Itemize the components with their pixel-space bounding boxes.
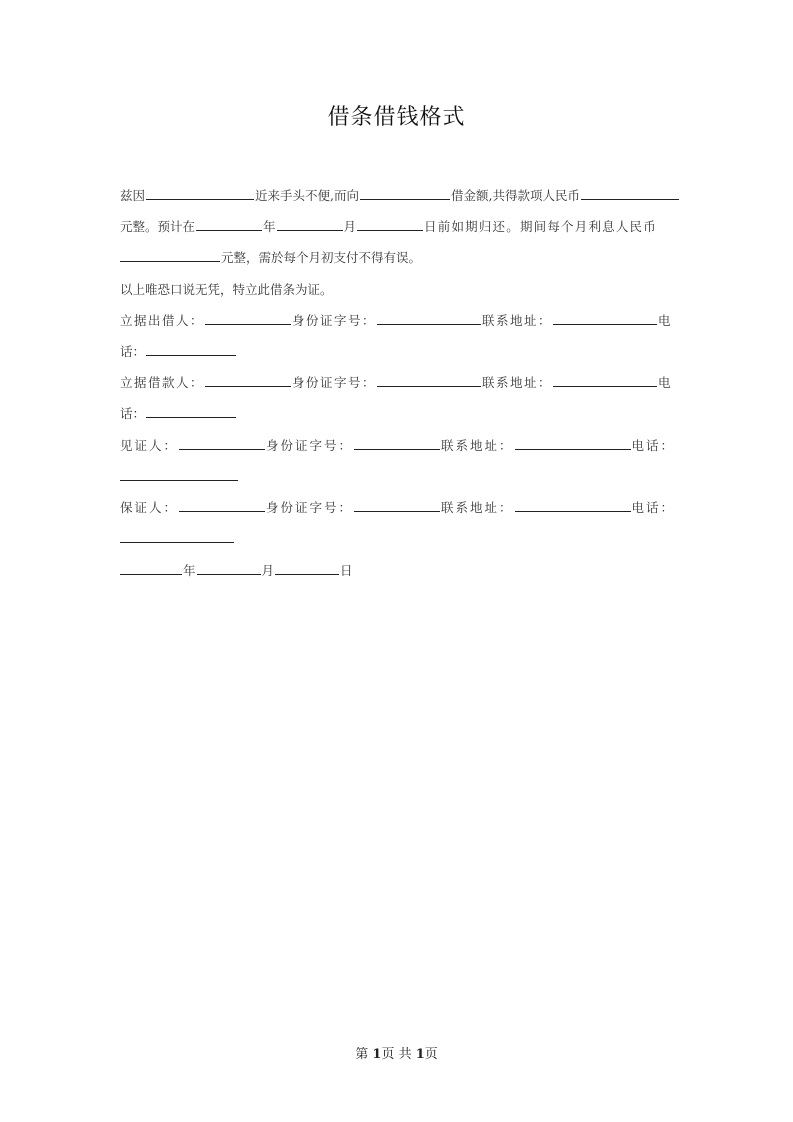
text: 兹因 xyxy=(120,188,146,203)
page-current: 1 xyxy=(372,1047,382,1062)
lender-id-field[interactable] xyxy=(377,313,481,325)
witness-id-field[interactable] xyxy=(354,438,440,450)
guarantor-label: 保证人： xyxy=(120,500,179,515)
blank-year[interactable] xyxy=(196,219,262,231)
blank-month[interactable] xyxy=(277,219,343,231)
day-label: 日 xyxy=(340,563,353,578)
id-label: 身份证字号： xyxy=(292,313,377,328)
lender-row xyxy=(120,313,671,329)
body-line-1 xyxy=(120,188,680,204)
text: 近来手头不便,而向 xyxy=(255,188,359,203)
month-label: 月 xyxy=(261,563,275,578)
page-prefix: 第 xyxy=(355,1047,369,1062)
blank-day[interactable] xyxy=(357,219,423,231)
text: 以上唯恐口说无凭，特立此借条为证。 xyxy=(120,282,333,297)
phone-label: 话： xyxy=(120,406,146,421)
blank-amount[interactable] xyxy=(581,188,679,200)
lender-phone-row xyxy=(120,344,237,360)
witness-name-field[interactable] xyxy=(179,438,265,450)
borrower-phone-row xyxy=(120,406,237,422)
blank-interest[interactable] xyxy=(120,250,220,262)
address-label: 联系地址： xyxy=(482,375,553,390)
lender-address-field[interactable] xyxy=(553,313,657,325)
address-label: 联系地址： xyxy=(441,438,514,453)
borrower-name-field[interactable] xyxy=(205,375,291,387)
document-title: 借条借钱格式 xyxy=(327,105,466,130)
lender-label: 立据出借人： xyxy=(120,313,205,328)
blank-lender-name[interactable] xyxy=(360,188,450,200)
id-label: 身份证字号： xyxy=(266,500,354,515)
guarantor-row xyxy=(120,500,675,516)
id-label: 身份证字号： xyxy=(292,375,377,390)
address-label: 联系地址： xyxy=(441,500,514,515)
witness-phone-row xyxy=(120,469,239,485)
date-year-field[interactable] xyxy=(120,563,182,575)
lender-name-field[interactable] xyxy=(205,313,291,325)
borrower-label: 立据借款人： xyxy=(120,375,205,390)
phone-label: 电话： xyxy=(631,438,676,453)
phone-label: 电话： xyxy=(631,500,676,515)
phone-label: 电 xyxy=(658,375,671,390)
borrower-phone-field[interactable] xyxy=(146,406,236,418)
page-mid: 页 共 xyxy=(381,1047,416,1062)
text: 借金额,共得款项人民币 xyxy=(451,188,580,203)
borrower-address-field[interactable] xyxy=(553,375,657,387)
year-label: 年 xyxy=(183,563,196,578)
text: 年 xyxy=(263,219,276,234)
text: 日前如期归还。期间每个月利息人民币 xyxy=(424,219,657,234)
text: 元整，需於每个月初支付不得有误。 xyxy=(221,250,422,265)
phone-label: 电 xyxy=(658,313,671,328)
witness-address-field[interactable] xyxy=(515,438,631,450)
guarantor-name-field[interactable] xyxy=(179,500,265,512)
guarantor-phone-row xyxy=(120,531,235,547)
borrower-row xyxy=(120,375,671,391)
date-day-field[interactable] xyxy=(275,563,339,575)
address-label: 联系地址： xyxy=(482,313,553,328)
date-row xyxy=(120,563,353,579)
body-line-2 xyxy=(120,219,657,235)
page-suffix: 页 xyxy=(424,1047,438,1062)
text: 月 xyxy=(343,219,357,234)
guarantor-address-field[interactable] xyxy=(515,500,631,512)
guarantor-phone-field[interactable] xyxy=(120,531,234,543)
id-label: 身份证字号： xyxy=(266,438,354,453)
guarantor-id-field[interactable] xyxy=(354,500,440,512)
blank-borrower-reason[interactable] xyxy=(146,188,254,200)
phone-label: 话： xyxy=(120,344,146,359)
body-line-3 xyxy=(120,250,421,266)
body-line-4 xyxy=(120,282,333,298)
witness-row xyxy=(120,438,675,454)
page-total: 1 xyxy=(415,1047,425,1062)
witness-phone-field[interactable] xyxy=(120,469,238,481)
lender-phone-field[interactable] xyxy=(146,344,236,356)
text: 元整。预计在 xyxy=(120,219,196,234)
witness-label: 见证人： xyxy=(120,438,179,453)
borrower-id-field[interactable] xyxy=(377,375,481,387)
page-footer xyxy=(0,1043,793,1062)
date-month-field[interactable] xyxy=(197,563,261,575)
